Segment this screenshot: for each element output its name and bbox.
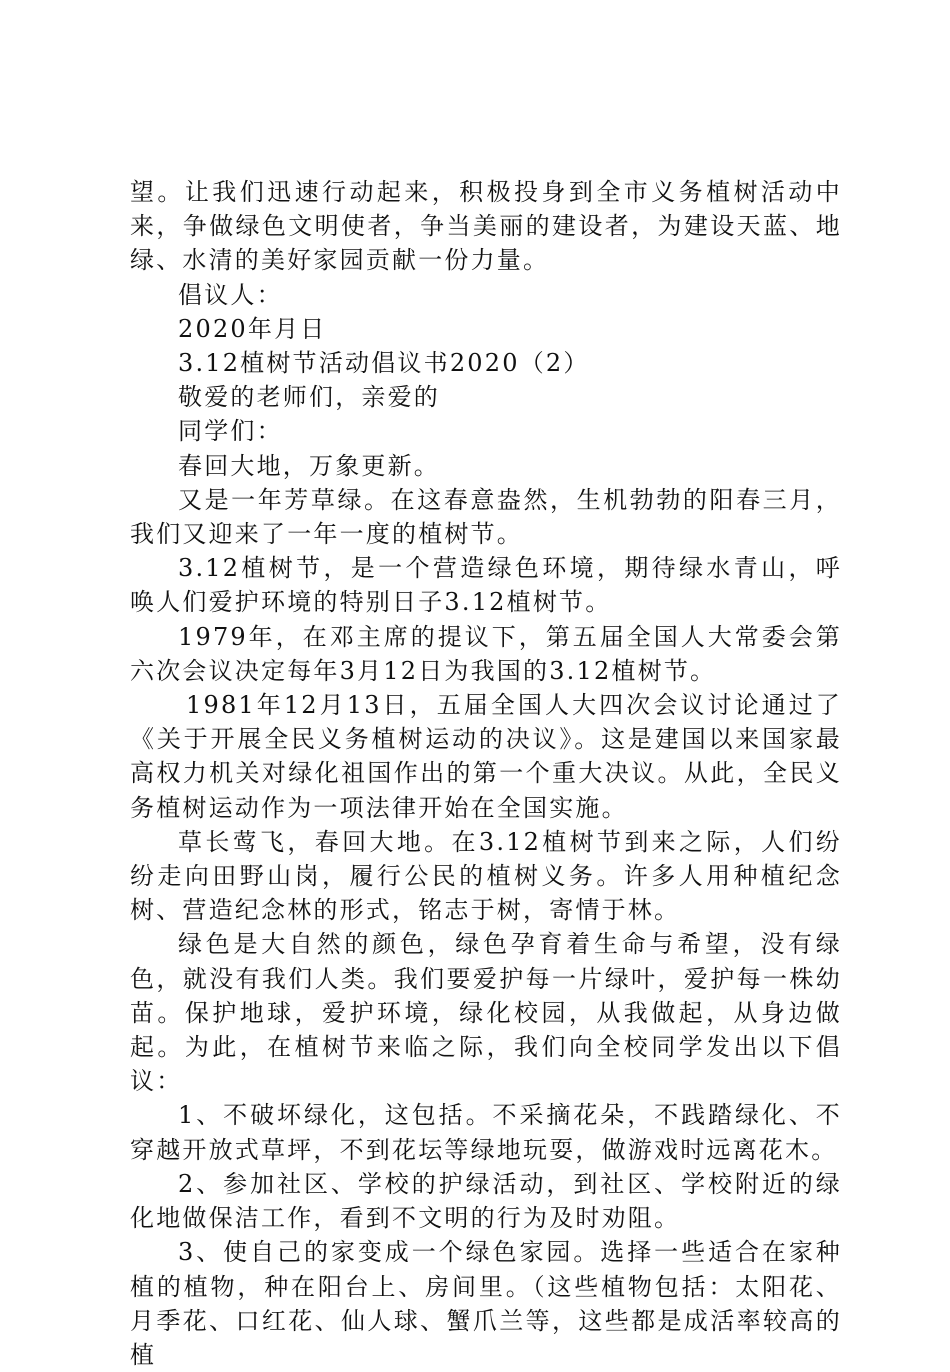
- paragraph-proposer: 倡议人：: [178, 280, 283, 309]
- paragraph-continuation: 望。让我们迅速行动起来，积极投身到全市义务植树活动中来，争做绿色文明使者，争当美丽的建设者，为建设天蓝、地绿、水清的美好家园贡献一份力量。: [130, 178, 842, 275]
- paragraph-green-year: 又是一年芳草绿。在这春意盎然，生机勃勃的阳春三月，我们又迎来了一年一度的植树节。: [130, 485, 842, 549]
- document-body: [130, 175, 842, 1372]
- paragraph-spring: 春回大地，万象更新。: [178, 451, 440, 480]
- paragraph-1981: 1981年12月13日，五届全国人大四次会议讨论通过了《关于开展全民义务植树运动的决议》。这是建国以来国家最高权力机关对绿化祖国作出的第一个重大决议。从此，全民义务植树运动作为一项法律开始在全国实施。: [130, 691, 842, 822]
- paragraph-green-color: 绿色是大自然的颜色，绿色孕育着生命与希望，没有绿色，就没有我们人类。我们要爱护每一片绿叶，爱护每一株幼苗。保护地球，爱护环境，绿化校园，从我做起，从身边做起。为此，在植树节来临之际，我们向全校同学发出以下倡议：: [130, 930, 842, 1096]
- paragraph-1979: 1979年，在邓主席的提议下，第五届全国人大常委会第六次会议决定每年3月12日为我国的3.12植树节。: [130, 622, 842, 685]
- paragraph-grass: 草长莺飞，春回大地。在3.12植树节到来之际，人们纷纷走向田野山岗，履行公民的植树义务。许多人用种植纪念树、营造纪念林的形式，铭志于树，寄情于林。: [130, 827, 842, 925]
- paragraph-salutation-cont: 同学们：: [178, 417, 283, 446]
- paragraph-salutation: 敬爱的老师们，亲爱的: [178, 383, 440, 412]
- paragraph-item-1: 1、不破坏绿化，这包括。不采摘花朵，不践踏绿化、不穿越开放式草坪，不到花坛等绿地玩耍，做游戏时远离花木。: [130, 1101, 842, 1164]
- paragraph-arbor-day: 3.12植树节，是一个营造绿色环境，期待绿水青山，呼唤人们爱护环境的特别日子3.12植树节。: [130, 554, 842, 617]
- paragraph-item-3: 3、使自己的家变成一个绿色家园。选择一些适合在家种植的植物，种在阳台上、房间里。（这些植物包括：太阳花、月季花、口红花、仙人球、蟹爪兰等，这些都是成活率较高的植: [130, 1238, 842, 1369]
- paragraph-date: 2020年月日: [178, 314, 327, 343]
- paragraph-title: 3.12植树节活动倡议书2020（2）: [178, 349, 590, 378]
- paragraph-item-2: 2、参加社区、学校的护绿活动，到社区、学校附近的绿化地做保洁工作，看到不文明的行为及时劝阻。: [130, 1169, 842, 1233]
